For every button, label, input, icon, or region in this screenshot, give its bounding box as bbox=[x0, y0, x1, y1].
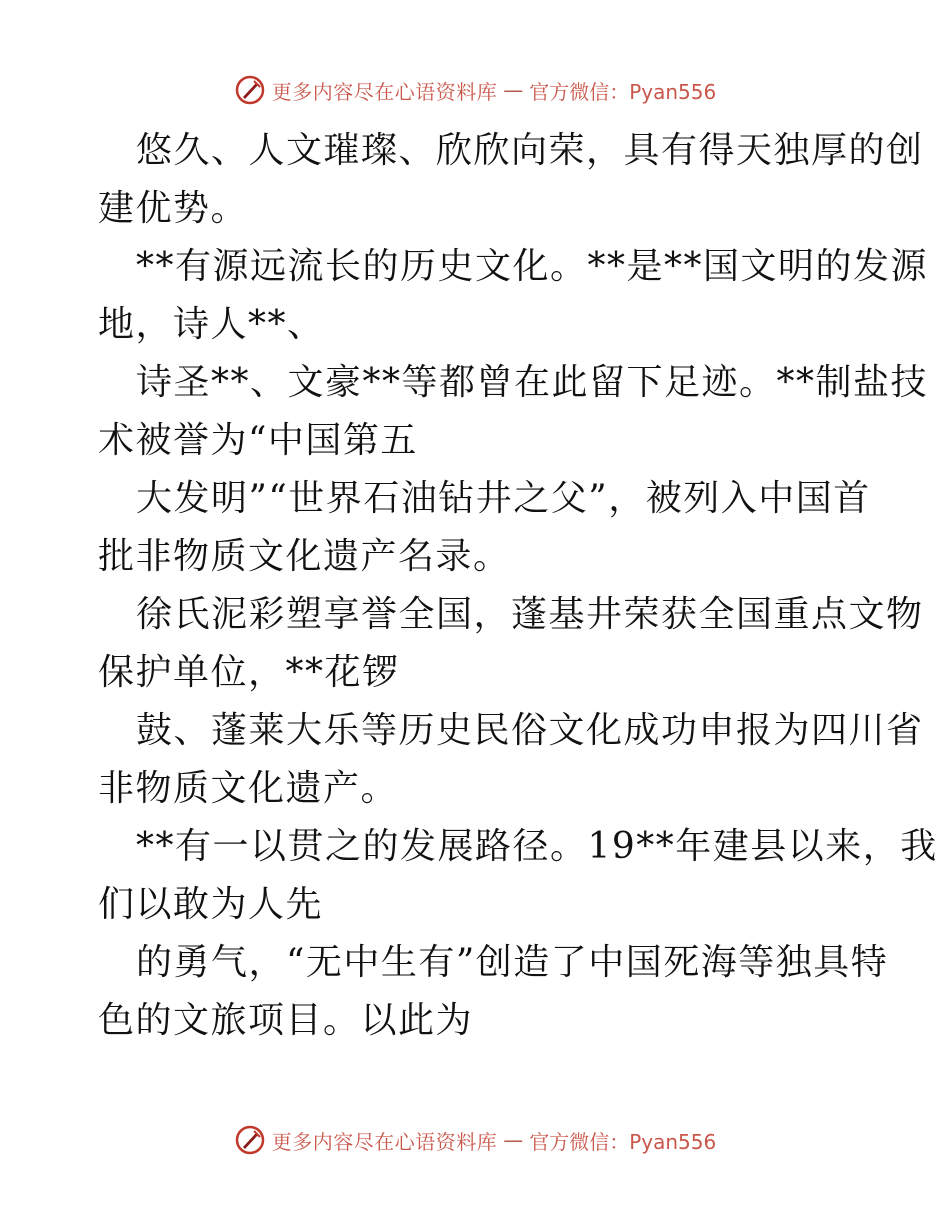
text-line: 地，诗人**、 bbox=[98, 304, 325, 345]
text-line: 色的文旅项目。以此为 bbox=[98, 1000, 474, 1041]
text-line: 非物质文化遗产。 bbox=[98, 768, 399, 809]
text-line: 悠久、人文璀璨、欣欣向荣，具有得天独厚的创 bbox=[136, 130, 924, 171]
quill-logo-icon bbox=[234, 1124, 266, 1156]
footer-banner-text: 更多内容尽在心语资料库 bbox=[271, 1129, 498, 1154]
text-line: 徐氏泥彩塑享誉全国，蓬基井荣获全国重点文物 bbox=[136, 594, 924, 635]
text-line: 术被誉为“中国第五 bbox=[98, 420, 418, 461]
text-line: 建优势。 bbox=[98, 188, 249, 229]
document-body bbox=[98, 122, 938, 1050]
text-line: 们以敢为人先 bbox=[98, 884, 324, 925]
text-line: 大发明”“世界石油钻井之父”，被列入中国首 bbox=[136, 478, 871, 519]
footer-contact: 官方微信：Pyan556 bbox=[529, 1129, 717, 1154]
footer-banner bbox=[0, 1122, 950, 1158]
header-contact: 官方微信：Pyan556 bbox=[529, 79, 717, 104]
header-banner-dash: — bbox=[503, 78, 524, 102]
text-line: **有一以贯之的发展路径。19**年建县以来，我 bbox=[136, 826, 938, 867]
text-line: 批非物质文化遗产名录。 bbox=[98, 536, 511, 577]
text-line: 诗圣**、文豪**等都曾在此留下足迹。**制盐技 bbox=[136, 362, 929, 403]
text-line: **有源远流长的历史文化。**是**国文明的发源 bbox=[136, 246, 929, 287]
footer-banner-dash: — bbox=[503, 1128, 524, 1152]
text-line: 保护单位，**花锣 bbox=[98, 652, 400, 693]
header-banner bbox=[0, 72, 950, 108]
quill-logo-icon bbox=[234, 74, 266, 106]
header-banner-text: 更多内容尽在心语资料库 bbox=[271, 79, 498, 104]
text-line: 鼓、蓬莱大乐等历史民俗文化成功申报为四川省 bbox=[136, 710, 924, 751]
text-line: 的勇气，“无中生有”创造了中国死海等独具特 bbox=[136, 942, 889, 983]
